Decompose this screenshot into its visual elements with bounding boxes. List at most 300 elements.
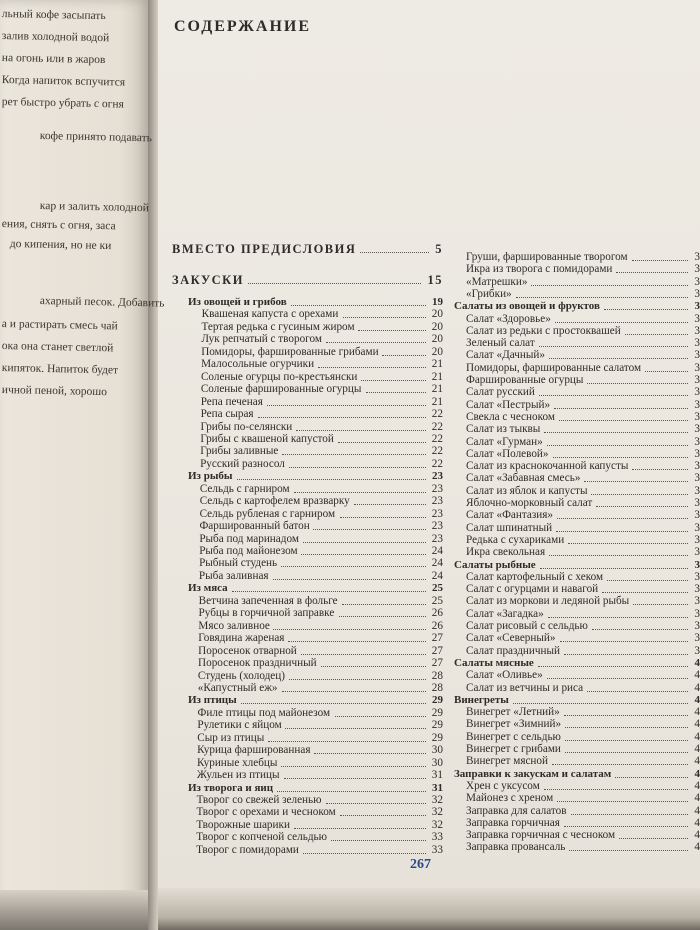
- toc-entry-page: 29: [431, 706, 443, 719]
- dot-leader: [303, 844, 426, 854]
- toc-entry: [466, 485, 700, 497]
- dot-leader: [248, 274, 421, 284]
- dot-leader: [554, 399, 688, 409]
- left-page-edge: [0, 890, 150, 930]
- dot-leader: [296, 421, 426, 431]
- dot-leader: [557, 509, 688, 519]
- toc-entry-page: 26: [431, 607, 443, 620]
- toc-entry: [197, 744, 443, 756]
- toc-entry: [466, 841, 700, 853]
- toc-entry: [466, 620, 700, 632]
- toc-entry-page: 23: [431, 507, 443, 520]
- toc-entry-title: Сыр из птицы: [197, 731, 265, 744]
- left-page-line: ахарный песок. Добавить: [39, 295, 165, 310]
- dot-leader: [326, 333, 426, 343]
- toc-entry-title: Филе птицы под майонезом: [197, 706, 331, 719]
- toc-entry-page: 25: [431, 594, 443, 607]
- toc-entry: [466, 792, 700, 804]
- dot-leader: [340, 508, 426, 518]
- toc-entry: [466, 313, 700, 325]
- toc-entry: [466, 546, 700, 558]
- toc-entry-title: Салат из ветчины и риса: [466, 681, 584, 694]
- toc-entry: [200, 421, 443, 433]
- toc-entry-page: 4: [694, 816, 700, 829]
- toc-entry-page: 20: [431, 308, 443, 321]
- toc-entry-title: Икра свекольная: [466, 546, 546, 559]
- toc-entry-page: 4: [694, 706, 700, 719]
- toc-entry: [466, 755, 700, 767]
- toc-entry: [199, 520, 443, 532]
- toc-entry-page: 24: [431, 569, 443, 582]
- dot-leader: [548, 608, 688, 618]
- dot-leader: [633, 595, 688, 605]
- dot-leader: [549, 546, 688, 556]
- toc-entry: [466, 583, 700, 595]
- toc-entry: [466, 448, 700, 460]
- toc-entry-title: Грибы по-селянски: [200, 420, 293, 433]
- toc-entry-title: Рыба под майонезом: [199, 545, 298, 557]
- toc-entry-page: 22: [431, 457, 443, 470]
- toc-entry-title: Винегрет «Зимний»: [466, 718, 562, 731]
- toc-entry: [197, 806, 443, 818]
- toc-entry: [197, 769, 443, 781]
- dot-leader: [539, 386, 688, 396]
- dot-leader: [553, 448, 688, 458]
- toc-entry: [200, 508, 443, 520]
- toc-entry-title: Мясо заливное: [198, 619, 270, 632]
- toc-entry-page: 4: [694, 669, 700, 682]
- left-page-line: Когда напиток вспучится: [1, 74, 126, 89]
- toc-entry-title: Салат «Загадка»: [466, 607, 544, 620]
- toc-entry: [466, 276, 700, 288]
- toc-entry: [197, 732, 443, 744]
- toc-entry-title: Поросенок праздничный: [198, 657, 317, 670]
- toc-entry-title: Заправка горчичная: [466, 816, 560, 829]
- toc-entry-title: Рубцы в горчичной заправке: [198, 607, 335, 620]
- toc-entry-title: Говядина жареная: [198, 632, 285, 645]
- toc-entry: [466, 436, 700, 448]
- toc-entry-title: Рыба заливная: [198, 569, 269, 582]
- toc-entry-page: 4: [694, 681, 700, 694]
- dot-leader: [294, 819, 426, 829]
- toc-entry-page: 27: [431, 644, 443, 657]
- left-page-line: на огонь или в жаров: [1, 52, 106, 67]
- toc-entry: [466, 349, 700, 361]
- toc-entry-title: Квашеная капуста с орехами: [201, 308, 339, 321]
- dot-leader: [338, 433, 426, 443]
- toc-entry-title: Редька с сухариками: [466, 533, 565, 546]
- toc-entry-page: 27: [431, 632, 443, 645]
- dot-leader: [560, 632, 688, 642]
- toc-entry-title: Соленые фаршированные огурцы: [200, 383, 362, 396]
- toc-entry: [201, 383, 443, 395]
- toc-entry: [454, 694, 700, 706]
- toc-entry: [466, 632, 700, 644]
- toc-entry-title: Салат русский: [466, 386, 535, 399]
- toc-entry-page: 22: [431, 420, 443, 433]
- toc-entry: [196, 819, 443, 831]
- dot-leader: [559, 411, 688, 421]
- toc-entry-title: Хрен с уксусом: [466, 779, 540, 792]
- toc-entry-page: 28: [431, 681, 443, 694]
- toc-entry-page: 3: [694, 312, 700, 325]
- toc-entry-page: 25: [432, 582, 443, 595]
- toc-entry-page: 3: [694, 533, 700, 546]
- toc-entry-page: 31: [432, 781, 443, 794]
- toc-entry-title: Салат картофельный с хеком: [466, 570, 604, 583]
- toc-entry: [200, 445, 443, 457]
- toc-entry-title: Грибы с квашеной капустой: [200, 432, 334, 445]
- dot-leader: [267, 396, 426, 406]
- toc-entry-title: Салат из моркови и ледяной рыбы: [466, 595, 630, 608]
- toc-entry: [172, 274, 443, 286]
- toc-entry: [466, 325, 700, 337]
- dot-leader: [555, 313, 688, 323]
- left-page-line: залив холодной водой: [1, 30, 110, 45]
- toc-entry-page: 29: [431, 731, 443, 744]
- toc-entry: [454, 657, 700, 669]
- dot-leader: [539, 337, 688, 347]
- toc-entry-page: 3: [694, 361, 700, 374]
- dot-leader: [564, 706, 688, 716]
- dot-leader: [314, 744, 426, 754]
- toc-entry-title: ЗАКУСКИ: [172, 273, 244, 287]
- toc-entry-title: «Матрешки»: [466, 275, 528, 288]
- toc-entry: [201, 408, 443, 420]
- toc-entry: [201, 321, 443, 333]
- toc-entry-page: 3: [694, 472, 700, 485]
- toc-entry-page: 3: [694, 410, 700, 423]
- dot-leader: [282, 682, 426, 692]
- toc-entry: [199, 595, 443, 607]
- toc-entry-title: Винегрет мясной: [466, 755, 548, 768]
- toc-entry: [199, 557, 443, 569]
- dot-leader: [382, 346, 426, 356]
- toc-entry-page: 27: [431, 657, 443, 670]
- toc-entry: [196, 844, 443, 856]
- toc-entry-title: Помидоры, фаршированные грибами: [201, 345, 379, 358]
- toc-entry: [466, 645, 700, 657]
- dot-leader: [313, 520, 426, 530]
- toc-entry-page: 24: [431, 545, 443, 557]
- dot-leader: [540, 559, 688, 569]
- toc-entry-page: 21: [431, 395, 443, 408]
- toc-entry: [466, 817, 700, 829]
- toc-entry-title: Салат из редьки с простоквашей: [466, 324, 621, 337]
- toc-entry: [199, 533, 443, 545]
- toc-entry-page: 4: [694, 656, 700, 669]
- toc-entry: [466, 534, 700, 546]
- toc-entry-title: Из рыбы: [188, 470, 233, 483]
- dot-leader: [326, 794, 426, 804]
- toc-entry-page: 4: [694, 755, 700, 768]
- dot-leader: [565, 743, 688, 753]
- toc-entry-title: Салат «Гурман»: [466, 435, 543, 448]
- dot-leader: [565, 718, 688, 728]
- dot-leader: [241, 694, 426, 704]
- toc-entry-title: Винегрет с сельдью: [466, 730, 561, 743]
- toc-entry: [466, 497, 700, 509]
- toc-entry: [199, 545, 443, 557]
- toc-entry-page: 32: [431, 794, 443, 806]
- dot-leader: [625, 325, 688, 335]
- toc-entry-title: Студень (холодец): [197, 669, 285, 682]
- left-page-line: кар и залить холодной: [39, 200, 149, 215]
- dot-leader: [591, 485, 688, 495]
- toc-entry-page: 3: [694, 287, 700, 300]
- toc-entry: [199, 607, 443, 619]
- toc-entry-title: Из овощей и грибов: [188, 296, 287, 308]
- toc-entry-title: «Капустный еж»: [197, 681, 278, 694]
- dot-leader: [549, 349, 688, 359]
- toc-entry-page: 23: [431, 482, 443, 495]
- toc-entry-title: Винегрет с грибами: [466, 743, 561, 755]
- toc-entry-title: Салаты рыбные: [454, 558, 536, 571]
- dot-leader: [513, 694, 688, 704]
- toc-entry-page: 33: [431, 843, 443, 856]
- toc-entry-page: 4: [694, 718, 700, 731]
- toc-entry-title: Творог с помидорами: [196, 843, 299, 856]
- toc-entry-page: 3: [694, 546, 700, 559]
- toc-entry: [198, 707, 443, 719]
- toc-entry: [188, 470, 443, 482]
- toc-entry: [466, 399, 700, 411]
- dot-leader: [587, 374, 688, 384]
- toc-entry: [466, 731, 700, 743]
- toc-entry-title: Сельдь с картофелем вразварку: [199, 495, 350, 508]
- dot-leader: [361, 371, 426, 381]
- toc-entry: [188, 694, 443, 706]
- toc-entry: [198, 620, 443, 632]
- left-page-line: а и растирать смесь чай: [1, 318, 118, 333]
- toc-entry: [454, 300, 700, 312]
- toc-entry-page: 3: [694, 324, 700, 337]
- toc-entry-title: Русский разносол: [200, 457, 285, 470]
- left-page-line: ения, снять с огня, заса: [1, 218, 116, 233]
- toc-entry-page: 4: [694, 693, 700, 706]
- toc-entry-page: 15: [427, 273, 443, 287]
- left-page-line: до кипения, но не ки: [9, 238, 112, 253]
- toc-entry-title: Фаршированный батон: [199, 520, 310, 533]
- toc-entry-title: Салат с огурцами и навагой: [466, 583, 599, 596]
- dot-leader: [232, 582, 426, 592]
- toc-entry-title: Заправка провансаль: [466, 841, 566, 854]
- toc-entry-page: 3: [694, 632, 700, 645]
- dot-leader: [596, 497, 688, 507]
- dot-leader: [289, 670, 426, 680]
- toc-entry-page: 31: [431, 769, 443, 782]
- toc-entry-title: Творожные шарики: [196, 818, 290, 831]
- dot-leader: [516, 288, 688, 298]
- toc-entry: [172, 243, 443, 255]
- toc-entry: [201, 358, 443, 370]
- dot-leader: [556, 522, 688, 532]
- dot-leader: [607, 571, 688, 581]
- toc-entry: [188, 296, 443, 308]
- toc-entry-page: 33: [431, 831, 443, 844]
- page-title: СОДЕРЖАНИЕ: [174, 18, 312, 35]
- left-page-line: кофе принято подавать: [39, 130, 153, 145]
- left-page-line: ичной пеной, хорошо: [1, 384, 108, 399]
- toc-entry: [466, 522, 700, 534]
- dot-leader: [569, 841, 688, 851]
- dot-leader: [645, 362, 688, 372]
- toc-entry-title: Лук репчатый с творогом: [201, 333, 322, 346]
- toc-entry-page: 30: [431, 744, 443, 757]
- dot-leader: [632, 251, 688, 261]
- toc-entry-title: Помидоры, фаршированные салатом: [466, 361, 642, 374]
- toc-entry-page: 3: [694, 386, 700, 399]
- dot-leader: [277, 782, 426, 792]
- dot-leader: [571, 805, 688, 815]
- toc-entry: [188, 582, 443, 594]
- toc-entry: [201, 346, 443, 358]
- toc-entry-title: Жульен из птицы: [196, 769, 280, 782]
- toc-entry: [198, 670, 443, 682]
- toc-entry-title: Яблочно-морковный салат: [466, 497, 593, 509]
- toc-entry-page: 3: [694, 251, 700, 263]
- toc-entry-page: 22: [431, 432, 443, 445]
- toc-entry-title: Салат из яблок и капусты: [466, 484, 588, 497]
- toc-entry-page: 32: [431, 818, 443, 831]
- dot-leader: [340, 806, 426, 816]
- toc-entry-page: 4: [694, 730, 700, 743]
- toc-entry: [200, 458, 443, 470]
- toc-entry-page: 3: [694, 263, 700, 276]
- dot-leader: [303, 533, 426, 543]
- toc-entry: [466, 509, 700, 521]
- toc-entry-title: Сельдь рубленая с гарниром: [199, 507, 336, 520]
- toc-entry-page: 26: [431, 619, 443, 632]
- toc-entry: [466, 682, 700, 694]
- toc-entry: [200, 433, 443, 445]
- dot-leader: [301, 645, 426, 655]
- toc-entry-page: 3: [694, 398, 700, 411]
- toc-entry-page: 3: [694, 484, 700, 497]
- toc-entry-page: 28: [431, 669, 443, 682]
- toc-entry-page: 29: [431, 719, 443, 732]
- toc-entry-page: 3: [694, 349, 700, 362]
- toc-entry-page: 3: [694, 644, 700, 657]
- dot-leader: [547, 436, 688, 446]
- dot-leader: [544, 780, 688, 790]
- toc-entry-page: 24: [431, 557, 443, 570]
- dot-leader: [339, 607, 426, 617]
- dot-leader: [273, 570, 426, 580]
- dot-leader: [547, 669, 688, 679]
- toc-entry-title: Салаты мясные: [454, 656, 534, 669]
- toc-entry-page: 3: [694, 509, 700, 522]
- toc-entry-page: 3: [694, 460, 700, 473]
- toc-entry: [201, 333, 443, 345]
- toc-entry-page: 32: [431, 806, 443, 819]
- toc-entry-page: 29: [432, 694, 443, 707]
- dot-leader: [285, 719, 426, 729]
- toc-entry: [466, 718, 700, 730]
- toc-entry-title: Салат «Фантазия»: [466, 509, 553, 522]
- toc-entry-title: Салат «Здоровье»: [466, 312, 551, 325]
- toc-entry-title: Салат праздничный: [466, 644, 561, 657]
- toc-entry: [201, 396, 443, 408]
- toc-entry-page: 23: [432, 470, 443, 483]
- dot-leader: [284, 769, 426, 779]
- dot-leader: [301, 545, 426, 555]
- toc-entry: [466, 288, 700, 300]
- dot-leader: [294, 483, 426, 493]
- toc-entry: [466, 829, 700, 841]
- toc-entry-page: 3: [694, 595, 700, 608]
- dot-leader: [538, 657, 688, 667]
- dot-leader: [587, 682, 688, 692]
- toc-entry-title: Салат «Северный»: [466, 632, 556, 645]
- dot-leader: [282, 445, 426, 455]
- toc-entry: [199, 570, 443, 582]
- toc-entry-title: Куриные хлебцы: [197, 756, 278, 769]
- dot-leader: [281, 757, 426, 767]
- toc-entry-page: 3: [694, 497, 700, 509]
- toc-entry-title: Сельдь с гарниром: [199, 482, 290, 495]
- dot-leader: [273, 620, 426, 630]
- toc-entry: [200, 495, 443, 507]
- toc-entry-title: Малосольные огурчики: [201, 358, 315, 371]
- toc-entry-title: Ветчина запеченная в фольге: [198, 594, 338, 607]
- left-page-line: кипяток. Напиток будет: [1, 362, 119, 377]
- toc-entry-title: Майонез с хреном: [466, 792, 554, 805]
- toc-entry-title: Фаршированные огурцы: [466, 374, 584, 386]
- toc-entry-page: 3: [694, 447, 700, 460]
- toc-entry: [466, 571, 700, 583]
- dot-leader: [291, 296, 426, 306]
- toc-entry-title: Салаты из овощей и фруктов: [454, 300, 600, 313]
- toc-entry-title: Творог с орехами и чесноком: [196, 806, 336, 819]
- toc-entry-page: 20: [431, 320, 443, 333]
- toc-entry: [198, 682, 443, 694]
- toc-entry: [454, 768, 700, 780]
- toc-entry-title: Салат шпинатный: [466, 521, 553, 534]
- toc-entry: [466, 251, 700, 263]
- toc-entry-title: Репа сырая: [200, 408, 254, 421]
- toc-entry: [466, 460, 700, 472]
- toc-entry-title: Винегрет «Летний»: [466, 706, 560, 719]
- toc-entry: [466, 362, 700, 374]
- toc-entry-page: 4: [694, 792, 700, 805]
- toc-entry-title: Салат «Пестрый»: [466, 398, 551, 411]
- toc-entry: [466, 411, 700, 423]
- toc-entry-page: 3: [694, 300, 700, 313]
- dot-leader: [619, 829, 688, 839]
- toc-entry: [466, 423, 700, 435]
- toc-entry: [466, 706, 700, 718]
- toc-entry-page: 30: [431, 756, 443, 769]
- toc-entry-title: Рыба под маринадом: [199, 532, 299, 545]
- dot-leader: [331, 831, 426, 841]
- left-page-line: ока она станет светлой: [1, 340, 114, 355]
- toc-entry-title: ВМЕСТО ПРЕДИСЛОВИЯ: [172, 242, 357, 256]
- toc-entry-page: 22: [431, 408, 443, 421]
- toc-entry-page: 3: [694, 423, 700, 436]
- dot-leader: [342, 595, 426, 605]
- dot-leader: [360, 243, 429, 253]
- toc-entry-page: 4: [694, 841, 700, 854]
- toc-entry-page: 3: [694, 558, 700, 571]
- toc-entry-page: 19: [432, 296, 443, 308]
- toc-entry-title: Соленые огурцы по-крестьянски: [200, 370, 358, 383]
- toc-entry: [466, 780, 700, 792]
- dot-leader: [544, 423, 688, 433]
- toc-entry: [466, 608, 700, 620]
- toc-entry-title: Салат «Забавная смесь»: [466, 472, 581, 485]
- dot-leader: [281, 557, 426, 567]
